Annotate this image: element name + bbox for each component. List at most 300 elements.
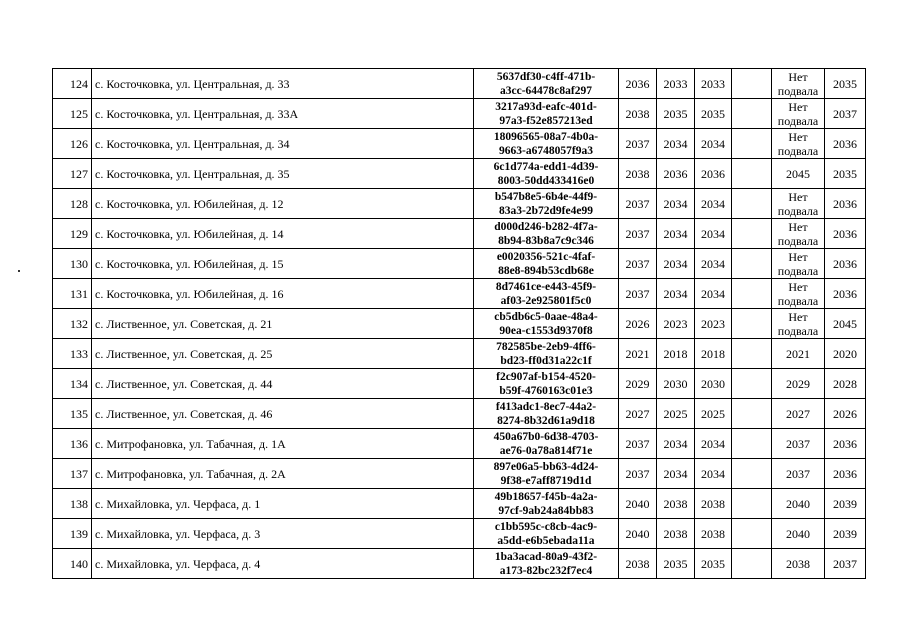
year-cell-3 [695, 279, 732, 309]
year-cell-1 [619, 459, 657, 489]
address-cell-text: с. Михайловка, ул. Черфаса, д. 1 [95, 496, 261, 511]
guid-cell-text: 782585be-2eb9-4ff6- [496, 340, 596, 353]
row-number-cell [53, 429, 92, 459]
basement-cell-text: Нет [788, 99, 808, 114]
address-cell [92, 69, 474, 99]
year-cell-6 [825, 219, 866, 249]
year-cell-3-text: 2034 [701, 136, 725, 151]
guid-cell [474, 519, 619, 549]
year-cell-4 [732, 369, 772, 399]
year-cell-3 [695, 429, 732, 459]
year-cell-6-text: 2036 [833, 196, 857, 211]
year-cell-4 [732, 459, 772, 489]
year-cell-3-text: 2038 [701, 526, 725, 541]
row-number-cell-text: 131 [70, 286, 88, 301]
row-number-cell-text: 139 [70, 526, 88, 541]
year-cell-6-text: 2037 [833, 106, 857, 121]
year-cell-1-text: 2037 [625, 136, 650, 151]
address-cell-text: с. Косточковка, ул. Юбилейная, д. 14 [95, 226, 284, 241]
row-number-cell-text: 134 [70, 376, 88, 391]
year-cell-4 [732, 219, 772, 249]
year-cell-1 [619, 69, 657, 99]
year-cell-1-text: 2038 [625, 106, 650, 121]
address-cell [92, 129, 474, 159]
year-cell-6 [825, 99, 866, 129]
year-cell-1-text: 2040 [625, 496, 650, 511]
year-cell-2-text: 2034 [663, 196, 688, 211]
table-row [53, 159, 866, 189]
year-cell-1-text: 2029 [625, 376, 650, 391]
stray-dot [18, 270, 20, 272]
year-cell-6 [825, 159, 866, 189]
address-cell [92, 489, 474, 519]
guid-cell [474, 159, 619, 189]
table-row [53, 69, 866, 99]
year-cell-6 [825, 69, 866, 99]
year-cell-4 [732, 309, 772, 339]
address-cell-text: с. Митрофановка, ул. Табачная, д. 1А [95, 436, 286, 451]
year-cell-2 [657, 279, 695, 309]
year-cell-1 [619, 339, 657, 369]
table-row [53, 279, 866, 309]
basement-cell-text: подвала [777, 263, 819, 278]
year-cell-4 [732, 399, 772, 429]
basement-cell-text: 2037 [786, 466, 810, 481]
guid-cell-text: 5637df30-c4ff-471b- [496, 70, 596, 83]
year-cell-2-text: 2035 [663, 556, 688, 571]
basement-cell [772, 399, 825, 429]
address-cell [92, 549, 474, 579]
year-cell-1 [619, 129, 657, 159]
guid-cell [474, 339, 619, 369]
basement-cell-text: подвала [777, 233, 819, 248]
year-cell-6-text: 2037 [833, 556, 857, 571]
year-cell-3 [695, 369, 732, 399]
year-cell-6-text: 2035 [833, 166, 857, 181]
address-cell-text: с. Лиственное, ул. Советская, д. 44 [95, 376, 273, 391]
year-cell-2-text: 2034 [663, 436, 688, 451]
year-cell-4 [732, 69, 772, 99]
row-number-cell [53, 459, 92, 489]
year-cell-2 [657, 159, 695, 189]
year-cell-2 [657, 519, 695, 549]
address-cell-text: с. Косточковка, ул. Юбилейная, д. 15 [95, 256, 284, 271]
year-cell-6 [825, 519, 866, 549]
year-cell-6 [825, 249, 866, 279]
basement-cell [772, 459, 825, 489]
address-cell-text: с. Лиственное, ул. Советская, д. 21 [95, 316, 273, 331]
year-cell-1 [619, 309, 657, 339]
guid-cell [474, 129, 619, 159]
year-cell-3 [695, 189, 732, 219]
basement-cell-text: Нет [788, 279, 808, 294]
guid-cell-text: cb5db6c5-0aae-48a4- [494, 310, 598, 323]
basement-cell-text: подвала [777, 113, 819, 128]
address-cell [92, 279, 474, 309]
year-cell-2 [657, 249, 695, 279]
guid-cell [474, 69, 619, 99]
year-cell-3-text: 2023 [701, 316, 725, 331]
year-cell-4 [732, 339, 772, 369]
year-cell-3 [695, 129, 732, 159]
address-cell [92, 189, 474, 219]
year-cell-3-text: 2033 [701, 76, 725, 91]
basement-cell [772, 129, 825, 159]
row-number-cell-text: 138 [70, 496, 88, 511]
guid-cell-text: c1bb595c-c8cb-4ac9- [494, 520, 598, 533]
guid-cell-text: 8d7461ce-e443-45f9- [495, 280, 597, 293]
address-cell-text: с. Косточковка, ул. Центральная, д. 33А [95, 106, 299, 121]
year-cell-2 [657, 189, 695, 219]
guid-cell-text: 8274-8b32d61a9d18 [497, 414, 595, 427]
year-cell-3-text: 2025 [701, 406, 725, 421]
year-cell-4 [732, 549, 772, 579]
year-cell-3 [695, 249, 732, 279]
address-cell-text: с. Лиственное, ул. Советская, д. 46 [95, 406, 273, 421]
basement-cell [772, 219, 825, 249]
year-cell-1-text: 2038 [625, 166, 650, 181]
table-row [53, 489, 866, 519]
address-cell [92, 309, 474, 339]
guid-cell-text: 49b18657-f45b-4a2a- [494, 490, 598, 503]
basement-cell-text: подвала [777, 323, 819, 338]
row-number-cell [53, 99, 92, 129]
guid-cell-text: 88e8-894b53cdb68e [498, 264, 594, 277]
guid-cell-text: 450a67b0-6d38-4703- [493, 430, 599, 443]
year-cell-1 [619, 399, 657, 429]
year-cell-6 [825, 369, 866, 399]
row-number-cell-text: 133 [70, 346, 88, 361]
guid-cell [474, 219, 619, 249]
year-cell-2-text: 2036 [663, 166, 688, 181]
year-cell-4 [732, 429, 772, 459]
year-cell-2 [657, 369, 695, 399]
guid-cell-text: 97cf-9ab24a84bb83 [498, 504, 594, 517]
year-cell-2-text: 2033 [663, 76, 688, 91]
year-cell-1-text: 2037 [625, 196, 650, 211]
year-cell-4 [732, 159, 772, 189]
year-cell-1 [619, 369, 657, 399]
year-cell-3 [695, 549, 732, 579]
year-cell-6-text: 2039 [833, 526, 857, 541]
basement-cell [772, 339, 825, 369]
year-cell-2 [657, 219, 695, 249]
table-row [53, 99, 866, 129]
year-cell-6 [825, 189, 866, 219]
address-cell [92, 369, 474, 399]
table-row [53, 519, 866, 549]
guid-cell [474, 99, 619, 129]
row-number-cell-text: 140 [70, 556, 88, 571]
year-cell-2-text: 2034 [663, 256, 688, 271]
year-cell-1-text: 2037 [625, 286, 650, 301]
year-cell-2-text: 2034 [663, 466, 688, 481]
row-number-cell [53, 249, 92, 279]
year-cell-1-text: 2036 [625, 76, 650, 91]
basement-cell-text: подвала [777, 83, 819, 98]
year-cell-2-text: 2038 [663, 496, 688, 511]
row-number-cell [53, 69, 92, 99]
year-cell-2-text: 2023 [663, 316, 688, 331]
year-cell-3-text: 2034 [701, 226, 725, 241]
basement-cell-text: Нет [788, 189, 808, 204]
year-cell-6-text: 2036 [833, 136, 857, 151]
year-cell-3-text: 2035 [701, 556, 725, 571]
year-cell-2-text: 2038 [663, 526, 688, 541]
guid-cell-text: ae76-0a78a814f71e [499, 444, 593, 457]
address-cell [92, 159, 474, 189]
guid-cell-text: 8b94-83b8a7c9c346 [498, 234, 594, 247]
table-row [53, 219, 866, 249]
year-cell-3-text: 2034 [701, 466, 725, 481]
year-cell-6-text: 2035 [833, 76, 857, 91]
guid-cell-text: b59f-4760163c01e3 [499, 384, 593, 397]
year-cell-6 [825, 309, 866, 339]
row-number-cell-text: 127 [70, 166, 88, 181]
year-cell-3 [695, 219, 732, 249]
guid-cell-text: 6c1d774a-edd1-4d39- [493, 160, 599, 173]
row-number-cell-text: 129 [70, 226, 88, 241]
row-number-cell [53, 339, 92, 369]
year-cell-4 [732, 249, 772, 279]
row-number-cell [53, 159, 92, 189]
year-cell-1-text: 2040 [625, 526, 650, 541]
row-number-cell-text: 126 [70, 136, 88, 151]
year-cell-6-text: 2020 [833, 346, 857, 361]
year-cell-2-text: 2030 [663, 376, 688, 391]
guid-cell-text: 18096565-08a7-4b0a- [493, 130, 599, 143]
basement-cell [772, 279, 825, 309]
year-cell-4 [732, 129, 772, 159]
year-cell-1 [619, 159, 657, 189]
year-cell-3-text: 2034 [701, 436, 725, 451]
year-cell-2 [657, 339, 695, 369]
year-cell-3 [695, 309, 732, 339]
guid-cell [474, 279, 619, 309]
guid-cell [474, 249, 619, 279]
basement-cell-text: 2027 [786, 406, 810, 421]
year-cell-2-text: 2018 [663, 346, 688, 361]
basement-cell-text: подвала [777, 293, 819, 308]
guid-cell-text: a173-82bc232f7ec4 [499, 564, 593, 577]
basement-cell-text: 2045 [786, 166, 810, 181]
address-cell [92, 429, 474, 459]
table-row [53, 369, 866, 399]
basement-cell-text: 2029 [786, 376, 810, 391]
guid-cell [474, 189, 619, 219]
year-cell-6-text: 2036 [833, 226, 857, 241]
year-cell-6 [825, 489, 866, 519]
basement-cell [772, 519, 825, 549]
basement-cell [772, 69, 825, 99]
year-cell-3 [695, 99, 732, 129]
year-cell-3 [695, 339, 732, 369]
year-cell-1-text: 2026 [625, 316, 650, 331]
address-cell-text: с. Косточковка, ул. Центральная, д. 34 [95, 136, 290, 151]
guid-cell-text: 97a3-f52e857213ed [499, 114, 593, 127]
guid-cell-text: 8003-50dd433416e0 [497, 174, 595, 187]
year-cell-3 [695, 159, 732, 189]
basement-cell-text: 2040 [786, 496, 810, 511]
year-cell-3 [695, 399, 732, 429]
basement-cell-text: 2040 [786, 526, 810, 541]
year-cell-1 [619, 219, 657, 249]
guid-cell [474, 399, 619, 429]
address-cell-text: с. Михайловка, ул. Черфаса, д. 3 [95, 526, 261, 541]
address-cell-text: с. Косточковка, ул. Центральная, д. 33 [95, 76, 290, 91]
address-cell [92, 339, 474, 369]
address-cell [92, 459, 474, 489]
guid-cell-text: f413adc1-8ec7-44a2- [495, 400, 597, 413]
year-cell-1-text: 2037 [625, 226, 650, 241]
year-cell-3-text: 2030 [701, 376, 725, 391]
basement-cell [772, 429, 825, 459]
guid-cell-text: af03-2e925801f5c0 [500, 294, 592, 307]
year-cell-3 [695, 519, 732, 549]
basement-cell [772, 549, 825, 579]
year-cell-3-text: 2035 [701, 106, 725, 121]
year-cell-4 [732, 279, 772, 309]
guid-cell-text: 9f38-e7aff8719d1d [500, 474, 592, 487]
basement-cell [772, 489, 825, 519]
guid-cell [474, 489, 619, 519]
row-number-cell [53, 129, 92, 159]
year-cell-6 [825, 399, 866, 429]
address-cell [92, 519, 474, 549]
year-cell-6-text: 2039 [833, 496, 857, 511]
guid-cell-text: b547b8e5-6b4e-44f9- [494, 190, 598, 203]
year-cell-1 [619, 519, 657, 549]
year-cell-2-text: 2034 [663, 286, 688, 301]
row-number-cell-text: 136 [70, 436, 88, 451]
row-number-cell [53, 519, 92, 549]
basement-cell-text: Нет [788, 219, 808, 234]
year-cell-6-text: 2036 [833, 286, 857, 301]
year-cell-1 [619, 279, 657, 309]
address-cell-text: с. Михайловка, ул. Черфаса, д. 4 [95, 556, 261, 571]
year-cell-4 [732, 99, 772, 129]
basement-cell [772, 189, 825, 219]
basement-cell-text: 2037 [786, 436, 810, 451]
year-cell-1 [619, 249, 657, 279]
address-cell [92, 219, 474, 249]
year-cell-3-text: 2038 [701, 496, 725, 511]
year-cell-2-text: 2034 [663, 136, 688, 151]
year-cell-2 [657, 129, 695, 159]
table-row [53, 549, 866, 579]
year-cell-1 [619, 99, 657, 129]
buildings-table [52, 68, 866, 579]
basement-cell-text: Нет [788, 249, 808, 264]
year-cell-2-text: 2034 [663, 226, 688, 241]
year-cell-3-text: 2034 [701, 196, 725, 211]
year-cell-1-text: 2027 [625, 406, 650, 421]
guid-cell-text: a3cc-64478c8af297 [500, 84, 592, 97]
guid-cell-text: 9663-a6748057f9a3 [499, 144, 593, 157]
year-cell-6-text: 2036 [833, 466, 857, 481]
basement-cell-text: подвала [777, 203, 819, 218]
year-cell-6 [825, 279, 866, 309]
year-cell-6-text: 2026 [833, 406, 857, 421]
guid-cell-text: d000d246-b282-4f7a- [494, 220, 598, 233]
table-row [53, 459, 866, 489]
basement-cell [772, 159, 825, 189]
basement-cell-text: подвала [777, 143, 819, 158]
year-cell-3 [695, 69, 732, 99]
year-cell-4 [732, 189, 772, 219]
guid-cell-text: 83a3-2b72d9fe4e99 [499, 204, 593, 217]
year-cell-2 [657, 489, 695, 519]
year-cell-1-text: 2037 [625, 256, 650, 271]
year-cell-2 [657, 99, 695, 129]
year-cell-1-text: 2037 [625, 466, 650, 481]
table-body [53, 69, 866, 579]
year-cell-6 [825, 429, 866, 459]
row-number-cell-text: 137 [70, 466, 88, 481]
year-cell-3 [695, 459, 732, 489]
year-cell-6-text: 2028 [833, 376, 857, 391]
row-number-cell [53, 279, 92, 309]
year-cell-2 [657, 69, 695, 99]
year-cell-3 [695, 489, 732, 519]
table-row [53, 129, 866, 159]
year-cell-6-text: 2036 [833, 436, 857, 451]
year-cell-6 [825, 129, 866, 159]
guid-cell-text: a5dd-e6b5ebada11a [497, 534, 595, 547]
address-cell-text: с. Косточковка, ул. Юбилейная, д. 12 [95, 196, 284, 211]
year-cell-6 [825, 549, 866, 579]
row-number-cell-text: 128 [70, 196, 88, 211]
year-cell-1-text: 2038 [625, 556, 650, 571]
address-cell [92, 249, 474, 279]
year-cell-1 [619, 189, 657, 219]
year-cell-1 [619, 429, 657, 459]
row-number-cell [53, 219, 92, 249]
address-cell-text: с. Митрофановка, ул. Табачная, д. 2А [95, 466, 286, 481]
year-cell-1 [619, 549, 657, 579]
basement-cell-text: Нет [788, 129, 808, 144]
basement-cell-text: Нет [788, 309, 808, 324]
address-cell-text: с. Косточковка, ул. Юбилейная, д. 16 [95, 286, 284, 301]
year-cell-3-text: 2018 [701, 346, 725, 361]
year-cell-2 [657, 459, 695, 489]
address-cell [92, 399, 474, 429]
year-cell-6-text: 2045 [833, 316, 857, 331]
guid-cell [474, 369, 619, 399]
basement-cell-text: Нет [788, 69, 808, 84]
guid-cell-text: 897e06a5-bb63-4d24- [493, 460, 599, 473]
basement-cell-text: 2038 [786, 556, 810, 571]
guid-cell [474, 429, 619, 459]
table-row [53, 249, 866, 279]
address-cell-text: с. Лиственное, ул. Советская, д. 25 [95, 346, 273, 361]
year-cell-4 [732, 489, 772, 519]
guid-cell [474, 549, 619, 579]
year-cell-3-text: 2034 [701, 286, 725, 301]
guid-cell [474, 459, 619, 489]
year-cell-1-text: 2037 [625, 436, 650, 451]
year-cell-1 [619, 489, 657, 519]
guid-cell-text: 1ba3acad-80a9-43f2- [494, 550, 598, 563]
basement-cell-text: 2021 [786, 346, 810, 361]
row-number-cell [53, 489, 92, 519]
year-cell-6-text: 2036 [833, 256, 857, 271]
guid-cell-text: e0020356-521c-4faf- [496, 250, 596, 263]
table-row [53, 429, 866, 459]
guid-cell [474, 309, 619, 339]
guid-cell-text: bd23-ff0d31a22c1f [500, 354, 592, 367]
table-row [53, 309, 866, 339]
